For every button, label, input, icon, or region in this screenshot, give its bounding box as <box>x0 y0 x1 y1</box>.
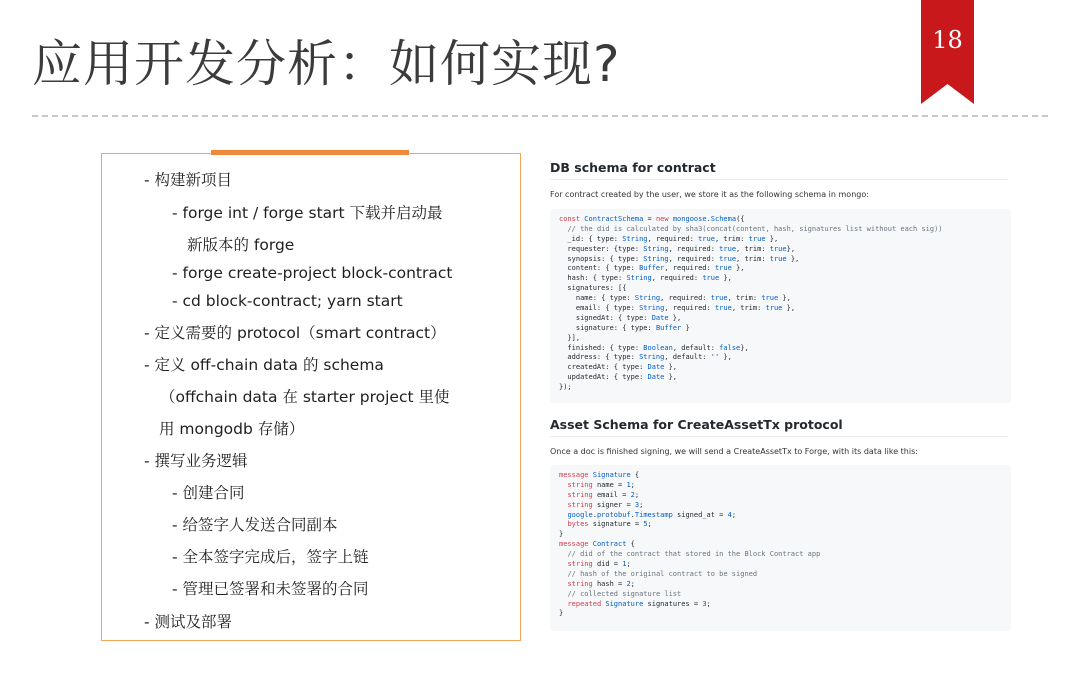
code-line: google.protobuf.Timestamp signed_at = 4; <box>567 510 737 519</box>
list-item: - 撰写业务逻辑 <box>144 452 248 470</box>
code-line: updatedAt: { type: Date }, <box>559 373 678 382</box>
list-item: - 创建合同 <box>172 484 245 502</box>
heading-divider <box>550 179 1008 180</box>
code-line: bytes signature = 5; <box>567 520 652 529</box>
code-line: const ContractSchema = new mongoose.Schema({ <box>559 215 745 223</box>
list-item: 新版本的 forge <box>187 236 295 254</box>
code-line: email: { type: String, required: true, trim: true }, <box>559 304 796 313</box>
code-line: finished: { type: Boolean, default: false}, <box>559 343 749 352</box>
code-line: repeated Signature signatures = 3; <box>567 599 711 608</box>
db-schema-heading: DB schema for contract <box>550 160 716 175</box>
list-item: - 构建新项目 <box>144 171 233 189</box>
code-line: signedAt: { type: Date }, <box>559 313 682 322</box>
list-item: - 定义需要的 protocol（smart contract） <box>144 324 446 342</box>
db-schema-code-block <box>550 209 1011 403</box>
asset-schema-intro: Once a doc is finished signing, we will send a CreateAssetTx to Forge, with its data like this: <box>550 447 918 456</box>
list-item: - 定义 off-chain data 的 schema <box>144 356 384 374</box>
code-line: requester: {type: String, required: true, trim: true}, <box>559 244 796 253</box>
code-line: string name = 1; <box>567 480 635 489</box>
code-line: string signer = 3; <box>567 500 644 509</box>
code-line: signatures: [{ <box>559 284 627 293</box>
code-line: createdAt: { type: Date }, <box>559 363 678 372</box>
list-item: - 测试及部署 <box>144 613 233 631</box>
code-line: } <box>559 609 564 618</box>
code-line: }); <box>559 383 572 392</box>
code-line: // did of the contract that stored in the Block Contract app <box>567 550 821 559</box>
code-line: string did = 1; <box>567 560 631 569</box>
list-item: - cd block-contract; yarn start <box>172 292 403 310</box>
list-item: - forge int / forge start 下载并启动最 <box>172 204 443 222</box>
list-item: 用 mongodb 存储） <box>159 420 305 438</box>
code-line: hash: { type: String, required: true }, <box>559 274 732 283</box>
code-line: string email = 2; <box>567 490 640 499</box>
asset-schema-heading: Asset Schema for CreateAssetTx protocol <box>550 417 843 432</box>
list-item: （offchain data 在 starter project 里使 <box>160 388 450 406</box>
slide-title: 应用开发分析：如何实现? <box>32 35 621 93</box>
code-line: // collected signature list <box>567 589 682 598</box>
list-item: - 管理已签署和未签署的合同 <box>172 580 369 598</box>
code-line: synopsis: { type: String, required: true, trim: true }, <box>559 254 800 263</box>
code-line: name: { type: String, required: true, trim: true }, <box>559 294 791 303</box>
list-item: - forge create-project block-contract <box>172 264 453 282</box>
page-number: 18 <box>932 26 963 54</box>
code-line: _id: { type: String, required: true, trim: true }, <box>559 234 779 243</box>
code-line: message Contract { <box>559 540 635 549</box>
code-line: message Signature { <box>559 471 640 479</box>
list-item: - 给签字人发送合同副本 <box>172 516 338 534</box>
code-line: }], <box>559 333 581 342</box>
list-item: - 全本签字完成后，签字上链 <box>172 548 369 566</box>
asset-schema-code-block <box>550 465 1011 631</box>
code-line: content: { type: Buffer, required: true }, <box>559 264 745 273</box>
db-schema-intro: For contract created by the user, we store it as the following schema in mongo: <box>550 190 869 199</box>
code-line: signature: { type: Buffer } <box>559 323 690 332</box>
heading-divider <box>550 436 1008 437</box>
code-line: address: { type: String, default: '' }, <box>559 353 732 362</box>
code-line: // the did is calculated by sha3(concat(content, hash, signatures list without each sig)) <box>567 224 943 233</box>
code-line: // hash of the original contract to be signed <box>567 569 758 578</box>
code-line: } <box>559 530 564 539</box>
code-line: string hash = 2; <box>567 579 635 588</box>
